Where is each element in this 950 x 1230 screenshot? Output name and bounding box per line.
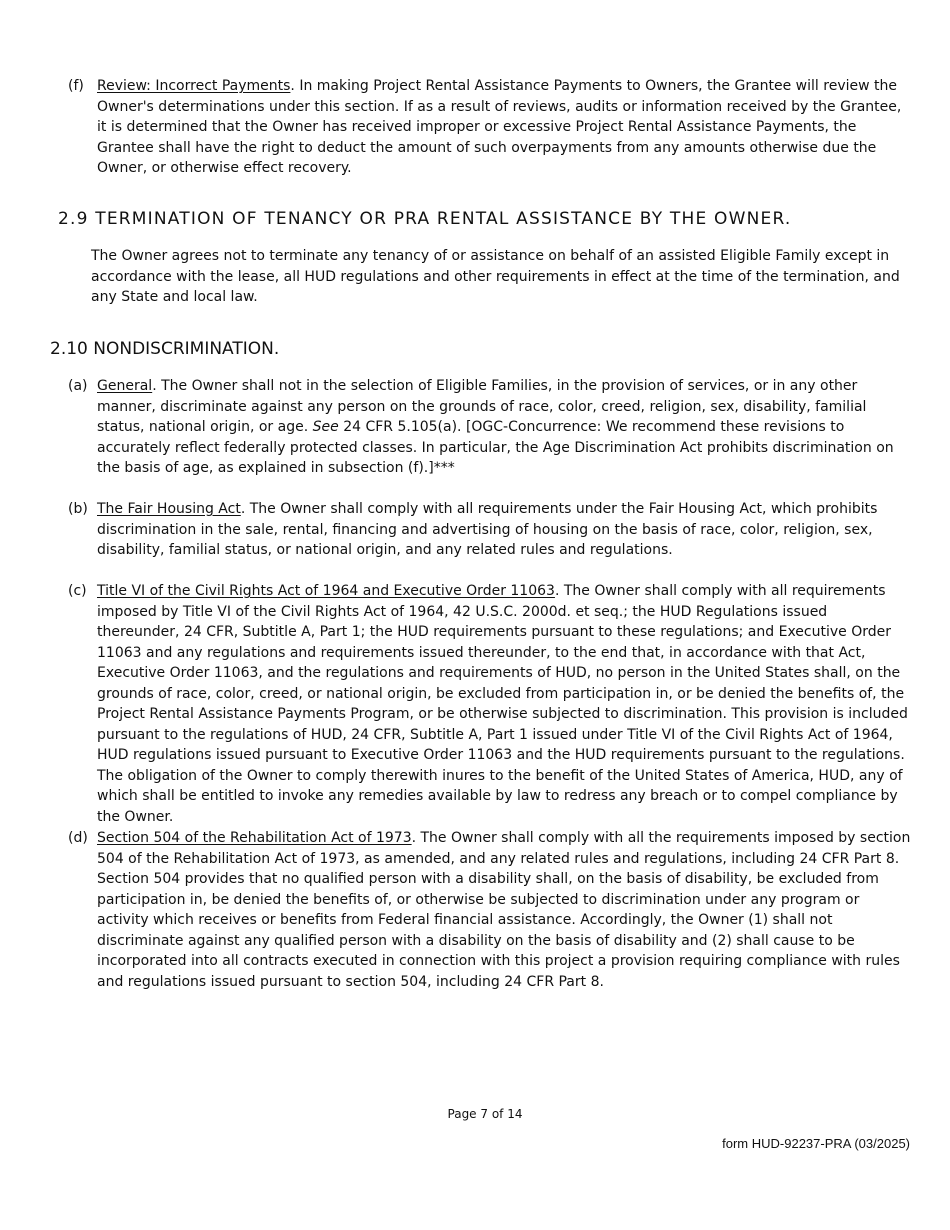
clause-title: The Fair Housing Act <box>97 501 241 517</box>
clause-text: . In making Project Rental Assistance Payments to Owners, the Grantee will review the Owner's determinations under this section. If as a result of reviews, audits or information received by the Grantee, it is determined that the Owner has received improper or excessive Project Rental Assistance Payments, the Grantee shall have the right to deduct the amount of such overpayments from any amounts otherwise due the Owner, or otherwise effect recovery. <box>97 78 902 176</box>
clause-title: Review: Incorrect Payments <box>97 78 291 94</box>
clause-f <box>68 76 913 179</box>
clause-text: . The Owner shall comply with all requirements imposed by Title VI of the Civil Rights Act of 1964, 42 U.S.C. 2000d. et seq.; the HUD Regulations issued thereunder, 24 CFR, Subtitle A, Part 1; the HUD requirements pursuant to these regulations; and Executive Order 11063 and any regulations and requirements issued thereunder, to the end that, in accordance with that Act, Executive Order 11063, and the regulations and requirements of HUD, no person in the United States shall, on the grounds of race, color, creed, or national origin, be excluded from participation in, or be denied the benefits of, the Project Rental Assistance Payments Program, or be otherwise subjected to discrimination. This provision is included pursuant to the regulations of HUD, 24 CFR, Subtitle A, Part 1 issued under Title VI of the Civil Rights Act of 1964, HUD regulations issued pursuant to Executive Order 11063 and the HUD requirements pursuant to the regulations. The obligation of the Owner to comply therewith inures to the benefit of the United States of America, HUD, any of which shall be entitled to invoke any remedies available by law to redress any breach or to compel compliance by the Owner. <box>97 583 908 825</box>
clause-text-2: 24 CFR 5.105(a). [OGC-Concurrence: We recommend these revisions to accurately reflect federally protected classes. In particular, the Age Discrimination Act prohibits discrimination on the basis of age, as explained in subsection (f).]*** <box>97 419 894 476</box>
clause-title: Section 504 of the Rehabilitation Act of 1973 <box>97 830 412 846</box>
form-number: form HUD-92237-PRA (03/2025) <box>722 1136 910 1151</box>
clause-label: (f) <box>68 78 84 94</box>
clause-body <box>97 76 913 179</box>
clause-text: . The Owner shall comply with all requirements under the Fair Housing Act, which prohibits discrimination in the sale, rental, financing and advertising of housing on the basis of race, color, religion, sex, disability, familial status, or national origin, and any related rules and regulations. <box>97 501 878 558</box>
clause-c <box>68 581 913 827</box>
clause-text: . The Owner shall not in the selection of Eligible Families, in the provision of services, or in any other manner, discriminate against any person on the grounds of race, color, creed, religion, sex, disability, familial status, national origin, or age. <box>97 378 867 435</box>
clause-label: (d) <box>68 830 88 846</box>
clause-d <box>68 828 913 992</box>
clause-label: (a) <box>68 378 88 394</box>
clause-a <box>68 376 913 479</box>
clause-see: See <box>312 419 339 435</box>
clause-title: General <box>97 378 153 394</box>
page-number: Page 7 of 14 <box>447 1107 523 1121</box>
clause-body <box>97 499 913 561</box>
section-2-9-text: The Owner agrees not to terminate any tenancy of or assistance on behalf of an assisted Eligible Family except in accordance with the lease, all HUD regulations and other requirements in effect at the time of the termination, and any State and local law. <box>91 248 900 305</box>
section-heading-2-9: 2.9 TERMINATION OF TENANCY OR PRA RENTAL ASSISTANCE BY THE OWNER. <box>58 209 792 229</box>
clause-body <box>97 581 913 827</box>
clause-label: (b) <box>68 501 88 517</box>
clause-body <box>97 828 913 992</box>
clause-title: Title VI of the Civil Rights Act of 1964 and Executive Order 11063 <box>97 583 555 599</box>
clause-text: . The Owner shall comply with all the requirements imposed by section 504 of the Rehabilitation Act of 1973, as amended, and any related rules and regulations, including 24 CFR Part 8. Section 504 provides that no qualified person with a disability shall, on the basis of disability, be excluded from participation in, be denied the benefits of, or otherwise be subjected to discrimination under any program or activity which receives or benefits from Federal financial assistance. Accordingly, the Owner (1) shall not discriminate against any qualified person with a disability on the basis of disability and (2) shall cause to be incorporated into all contracts executed in connection with this project a provision requiring compliance with rules and regulations issued pursuant to section 504, including 24 CFR Part 8. <box>97 830 911 990</box>
clause-label: (c) <box>68 583 87 599</box>
section-heading-2-10: 2.10 NONDISCRIMINATION. <box>50 339 280 359</box>
clause-b <box>68 499 913 561</box>
clause-body <box>97 376 913 479</box>
